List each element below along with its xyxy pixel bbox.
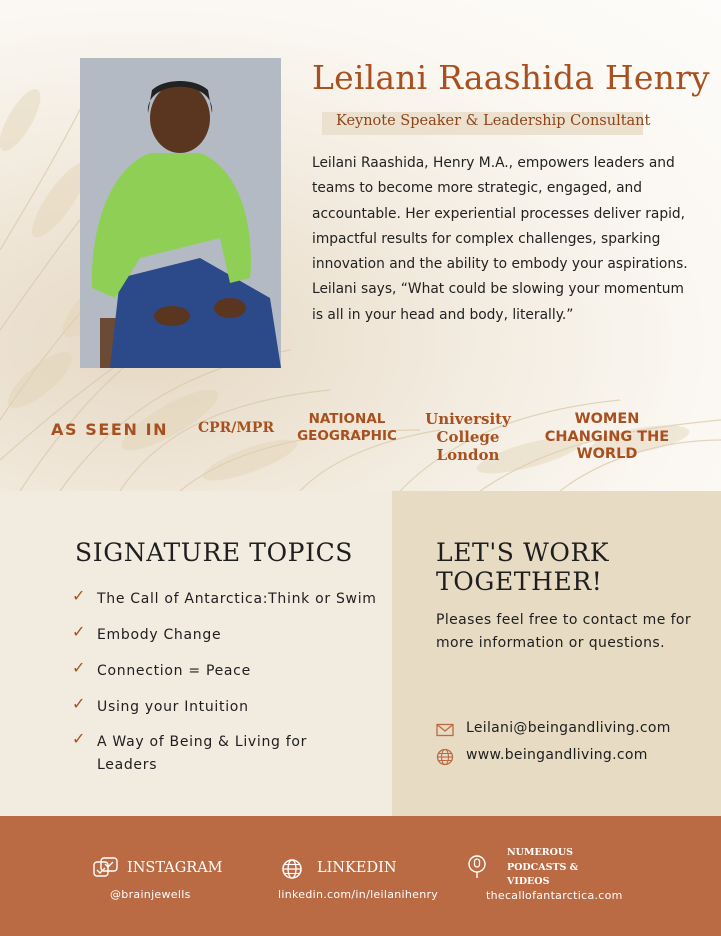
- as-seen-in-label: AS SEEN IN: [51, 420, 169, 439]
- check-icon: ✓: [72, 658, 87, 677]
- mail-icon: [436, 721, 454, 739]
- topic-label: Connection = Peace: [97, 663, 251, 679]
- instagram-handle[interactable]: @brainjewells: [110, 888, 191, 901]
- podcasts-label: NUMEROUS PODCASTS & VIDEOS: [507, 847, 579, 887]
- speaker-bio: Leilani Raashida, Henry M.A., empowers leaders and teams to become more strategic, engaged, and accountable. Her experiential processes deliver rapid, impactful results for complex challenges, sparking innovation and the ability to embody your aspirations. Leilani says, “What could be slowing your momentum is all in your head and body, literally.”: [312, 155, 688, 323]
- speaker-subtitle: Keynote Speaker & Leadership Consultant: [336, 113, 651, 129]
- check-icon: ✓: [72, 586, 87, 605]
- linkedin-url[interactable]: linkedin.com/in/leilanihenry: [278, 888, 439, 901]
- website-link[interactable]: www.beingandliving.com: [466, 747, 648, 763]
- topic-label: Using your Intuition: [97, 699, 249, 715]
- topic-label: The Call of Antarctica:Think or Swim: [97, 591, 377, 607]
- press-outlet-women-changing-the-world: WOMEN CHANGING THE WORLD: [544, 411, 670, 462]
- signature-topics-title: SIGNATURE TOPICS: [75, 538, 354, 567]
- press-outlet-national-geographic: NATIONAL GEOGRAPHIC: [297, 411, 397, 444]
- topic-label: A Way of Being & Living for Leaders: [97, 734, 308, 773]
- contact-title: LET'S WORK TOGETHER!: [436, 538, 610, 596]
- linkedin-label: LINKEDIN: [317, 860, 397, 876]
- press-outlet-cpr-mpr: CPR/MPR: [198, 420, 275, 436]
- instagram-icon: [93, 856, 119, 882]
- press-outlet-ucl: University College London: [425, 410, 511, 464]
- globe-icon: [281, 857, 307, 883]
- check-icon: ✓: [72, 622, 87, 641]
- contact-text: Pleases feel free to contact me for more information or questions.: [436, 612, 692, 651]
- microphone-icon: [466, 854, 492, 880]
- check-icon: ✓: [72, 729, 87, 748]
- check-icon: ✓: [72, 694, 87, 713]
- instagram-label: INSTAGRAM: [127, 860, 223, 876]
- podcasts-url[interactable]: thecallofantarctica.com: [486, 889, 623, 902]
- globe-icon: [436, 748, 454, 766]
- profile-photo: [80, 58, 281, 368]
- speaker-name: Leilani Raashida Henry: [312, 58, 710, 97]
- topic-label: Embody Change: [97, 627, 222, 643]
- email-link[interactable]: Leilani@beingandliving.com: [466, 720, 671, 736]
